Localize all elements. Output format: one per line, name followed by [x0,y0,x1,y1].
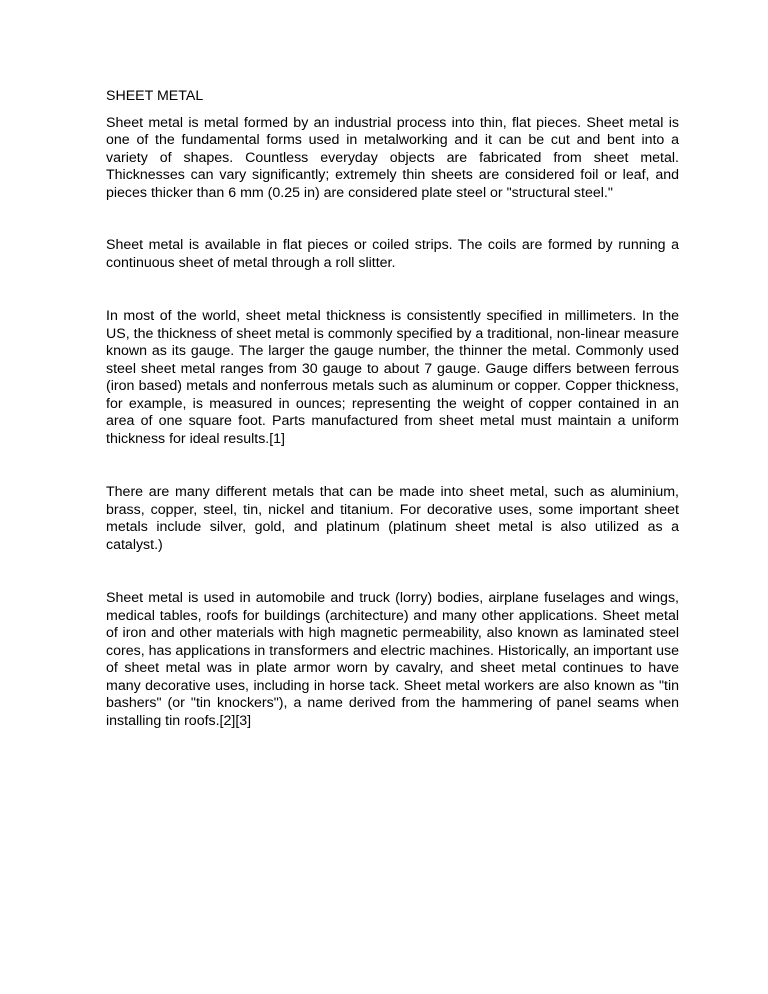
paragraph-availability: Sheet metal is available in flat pieces or coiled strips. The coils are formed by running a continuous sheet of metal through a roll slitter. [106,237,679,271]
paragraph-materials: There are many different metals that can be made into sheet metal, such as aluminium, brass, copper, steel, tin, nickel and titanium. For decorative uses, some important sheet metals include silver, gold, and platinum (platinum sheet metal is also utilized as a catalyst.) [106,484,679,553]
document-page [106,88,679,730]
paragraph-uses: Sheet metal is used in automobile and truck (lorry) bodies, airplane fuselages and wings, medical tables, roofs for buildings (architecture) and many other applications. Sheet metal of iron and other materials with high magnetic permeability, also known as laminated steel cores, has applications in transformers and electric machines. Historically, an important use of sheet metal was in plate armor worn by cavalry, and sheet metal continues to have many decorative uses, including in horse tack. Sheet metal workers are also known as "tin bashers" (or "tin knockers"), a name derived from the hammering of panel seams when installing tin roofs.[2][3] [106,590,679,729]
page-title: SHEET METAL [106,88,204,104]
paragraph-thickness: In most of the world, sheet metal thickness is consistently specified in millimeters. In the US, the thickness of sheet metal is commonly specified by a traditional, non-linear measure known as its gauge. The larger the gauge number, the thinner the metal. Commonly used steel sheet metal ranges from 30 gauge to about 7 gauge. Gauge differs between ferrous (iron based) metals and nonferrous metals such as aluminum or copper. Copper thickness, for example, is measured in ounces; representing the weight of copper contained in an area of one square foot. Parts manufactured from sheet metal must maintain a uniform thickness for ideal results.[1] [106,308,679,447]
paragraph-definition: Sheet metal is metal formed by an industrial process into thin, flat pieces. Sheet metal is one of the fundamental forms used in metalworking and it can be cut and bent into a variety of shapes. Countless everyday objects are fabricated from sheet metal. Thicknesses can vary significantly; extremely thin sheets are considered foil or leaf, and pieces thicker than 6 mm (0.25 in) are considered plate steel or "structural steel." [106,114,679,201]
